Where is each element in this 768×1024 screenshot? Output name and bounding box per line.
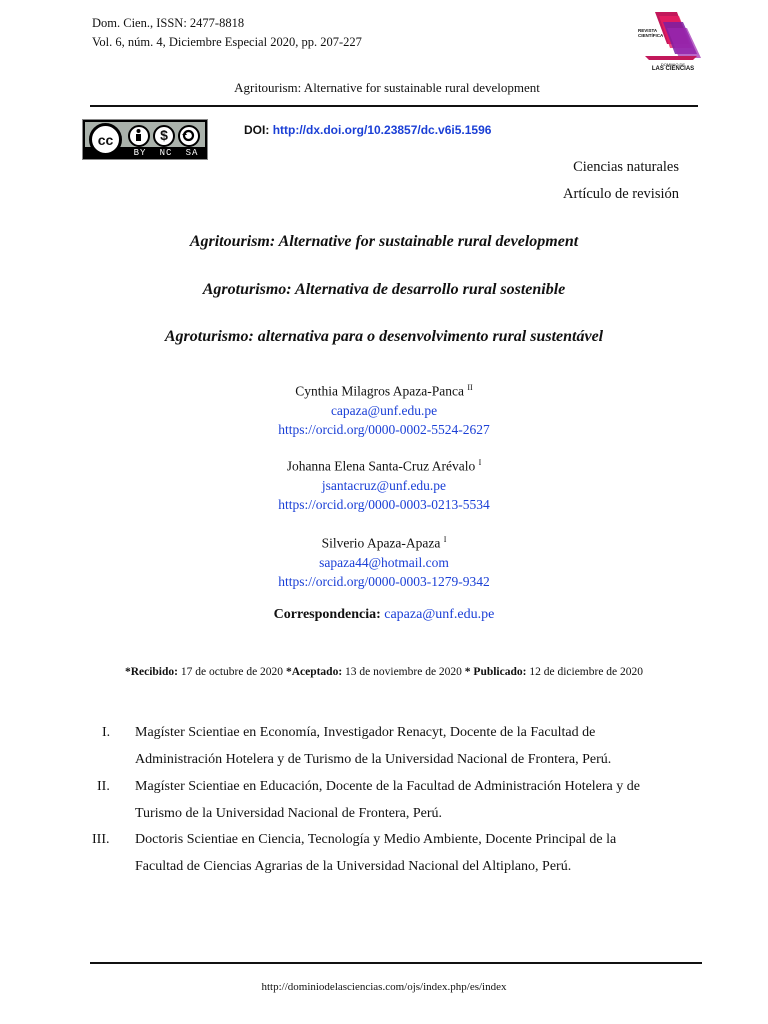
author-email[interactable]: sapaza44@hotmail.com — [319, 554, 449, 570]
author-affiliation-marker: I — [443, 535, 447, 544]
badge-label-by: BY — [133, 148, 147, 158]
affiliation-line: Administración Hotelera y de Turismo de la Universidad Nacional de Frontera, Perú. — [135, 751, 612, 767]
author-name — [0, 378, 768, 401]
author-orcid[interactable]: https://orcid.org/0000-0003-0213-5534 — [278, 496, 490, 512]
author-orcid[interactable]: https://orcid.org/0000-0002-5524-2627 — [278, 421, 490, 437]
attribution-icon — [128, 125, 150, 147]
section-category: Ciencias naturales — [573, 159, 679, 175]
affiliation-text — [135, 774, 678, 827]
running-title: Agritourism: Alternative for sustainable rural development — [234, 80, 540, 95]
cc-icon: cc — [89, 123, 122, 156]
journal-logo — [637, 10, 705, 74]
author-name-text: Johanna Elena Santa-Cruz Arévalo — [286, 458, 476, 474]
logo-line-4: LAS CIENCIAS — [651, 66, 695, 72]
published-label: * Publicado: — [464, 666, 527, 678]
sharealike-icon — [178, 125, 200, 147]
logo-line-3: DOMINIO DE — [660, 62, 686, 67]
author-name — [0, 453, 768, 476]
correspondence-label: Correspondencia: — [273, 607, 381, 622]
affiliation-line: Facultad de Ciencias Agrarias de la Universidad Nacional del Altiplano, Perú. — [135, 858, 572, 874]
received-label: *Recibido: — [124, 666, 178, 678]
accepted-label: *Aceptado: — [285, 666, 343, 678]
author-orcid[interactable]: https://orcid.org/0000-0003-1279-9342 — [278, 573, 490, 589]
noncommercial-icon: $ — [153, 125, 175, 147]
doi-label: DOI: — [244, 123, 270, 137]
journal-volume: Vol. 6, núm. 4, Diciembre Especial 2020, pp. 207-227 — [92, 35, 362, 49]
author-email[interactable]: jsantacruz@unf.edu.pe — [321, 477, 447, 493]
author-2 — [0, 453, 768, 514]
author-email[interactable]: capaza@unf.edu.pe — [330, 402, 438, 418]
logo-line-2: CIENTÍFICA — [638, 33, 664, 38]
journal-issn: Dom. Cien., ISSN: 2477-8818 — [92, 16, 245, 30]
published-date: 12 de diciembre de 2020 — [529, 666, 644, 678]
logo-text-dominio — [645, 62, 701, 72]
affiliation-text — [135, 827, 678, 880]
affiliation-number: II. — [97, 779, 110, 794]
affiliation-line: Turismo de la Universidad Nacional de Frontera, Perú. — [135, 805, 443, 821]
badge-label-sa: SA — [185, 148, 199, 158]
doi-line — [244, 123, 491, 137]
author-1 — [0, 378, 768, 439]
author-name-text: Silverio Apaza-Apaza — [321, 535, 441, 551]
badge-label-nc: NC — [159, 148, 173, 158]
author-name-text: Cynthia Milagros Apaza-Panca — [295, 383, 464, 399]
header-rule — [90, 105, 698, 107]
footer-url[interactable]: http://dominiodelasciencias.com/ojs/index.php/es/index — [261, 981, 507, 993]
affiliation-line: Doctoris Scientiae en Ciencia, Tecnología y Medio Ambiente, Docente Principal de la — [135, 832, 617, 847]
correspondence — [0, 607, 768, 623]
title-english: Agritourism: Alternative for sustainable rural development — [189, 233, 579, 250]
author-affiliation-marker: I — [478, 458, 482, 467]
publication-dates — [0, 666, 768, 678]
accepted-date: 13 de noviembre de 2020 — [345, 666, 462, 678]
affiliation-line: Magíster Scientiae en Educación, Docente de la Facultad de Administración Hotelera y de — [135, 779, 640, 794]
received-date: 17 de octubre de 2020 — [180, 666, 284, 678]
affiliation-number: I. — [102, 725, 111, 740]
title-spanish: Agroturismo: Alternativa de desarrollo rural sostenible — [202, 281, 566, 298]
author-affiliation-marker: II — [467, 383, 473, 392]
cc-license-badge[interactable] — [82, 119, 208, 160]
cc-badge-labels — [127, 148, 205, 158]
affiliation-number: III. — [92, 832, 110, 847]
author-name — [0, 530, 768, 553]
correspondence-email[interactable]: capaza@unf.edu.pe — [384, 607, 495, 622]
author-3 — [0, 530, 768, 591]
logo-text-revista — [638, 28, 663, 38]
affiliation-text — [135, 720, 678, 773]
title-portuguese: Agroturismo: alternativa para o desenvolvimento rural sustentável — [164, 328, 604, 345]
affiliation-line: Magíster Scientiae en Economía, Investigador Renacyt, Docente de la Facultad de — [135, 725, 596, 740]
logo-line-1: REVISTA — [638, 28, 658, 33]
footer-rule — [90, 962, 702, 964]
article-type: Artículo de revisión — [563, 186, 679, 202]
doi-link[interactable]: http://dx.doi.org/10.23857/dc.v6i5.1596 — [272, 123, 492, 137]
